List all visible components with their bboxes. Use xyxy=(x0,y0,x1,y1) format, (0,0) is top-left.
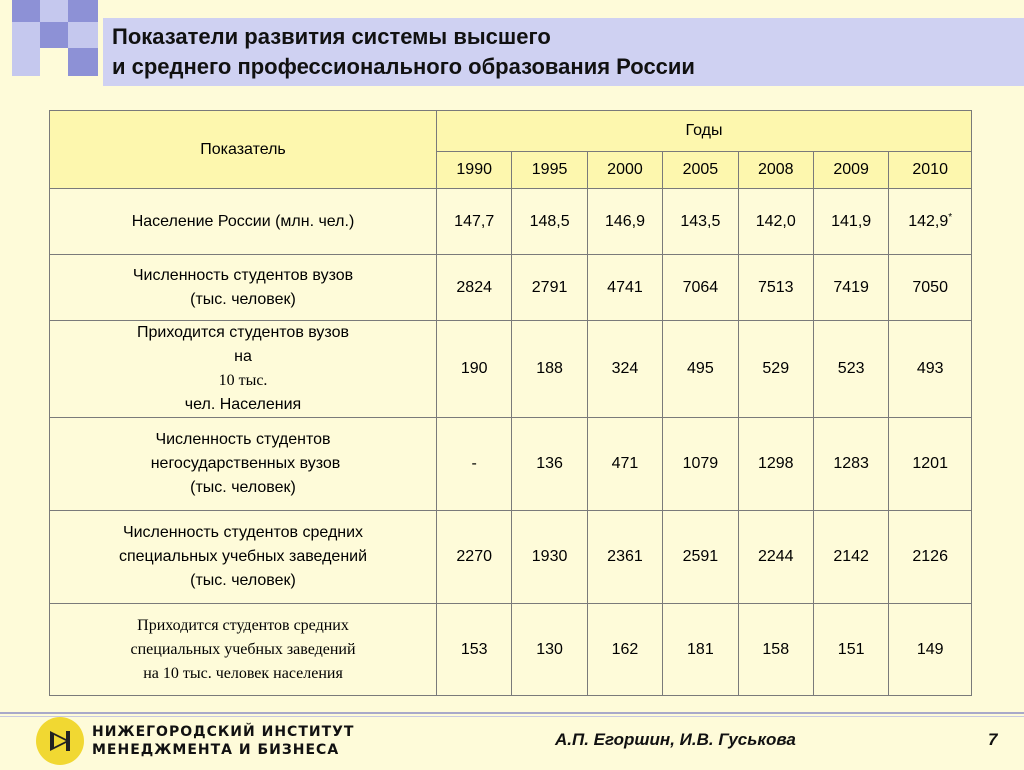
value-cell: 142,0 xyxy=(738,189,813,255)
value-cell xyxy=(889,189,972,255)
table-row xyxy=(50,604,972,696)
value-cell: 162 xyxy=(587,604,662,696)
decor-square xyxy=(68,0,98,22)
value-cell: 1930 xyxy=(512,511,587,604)
row-label-line: (тыс. человек) xyxy=(190,479,296,496)
value-cell: 493 xyxy=(889,321,972,418)
year-header: 1995 xyxy=(512,152,587,189)
value-cell: 523 xyxy=(813,321,888,418)
title-line: и среднего профессионального образования России xyxy=(112,54,695,79)
footer-divider xyxy=(0,712,1024,714)
label-text: чел. Населения xyxy=(184,396,302,413)
row-label-line: Приходится студентов вузов xyxy=(137,324,349,341)
value-cell: 1283 xyxy=(813,418,888,511)
decor-square xyxy=(40,22,68,48)
row-label xyxy=(50,511,437,604)
value-cell: 143,5 xyxy=(663,189,738,255)
decor-square xyxy=(12,22,40,48)
value-cell: 7064 xyxy=(663,255,738,321)
value-cell: 2591 xyxy=(663,511,738,604)
value-text: 142,9 xyxy=(908,213,949,230)
value-cell: 141,9 xyxy=(813,189,888,255)
row-label-line: Численность студентов xyxy=(155,431,331,448)
row-label-line: негосударственных вузов xyxy=(150,455,341,472)
decor-square xyxy=(12,0,40,22)
year-header: 1990 xyxy=(437,152,512,189)
row-label xyxy=(50,321,437,418)
value-cell: 130 xyxy=(512,604,587,696)
institute-name-line: МЕНЕДЖМЕНТА И БИЗНЕСА xyxy=(92,742,340,758)
value-cell: 153 xyxy=(437,604,512,696)
value-cell: 1298 xyxy=(738,418,813,511)
value-cell: 2791 xyxy=(512,255,587,321)
value-cell: 148,5 xyxy=(512,189,587,255)
year-header: 2009 xyxy=(813,152,888,189)
value-cell: 2126 xyxy=(889,511,972,604)
institute-name xyxy=(92,723,354,759)
row-label xyxy=(50,604,437,696)
value-cell: 149 xyxy=(889,604,972,696)
row-label-line: Численность студентов средних xyxy=(122,524,364,541)
value-cell: 2361 xyxy=(587,511,662,604)
value-cell: 2824 xyxy=(437,255,512,321)
value-cell: 2270 xyxy=(437,511,512,604)
institute-name-line: НИЖЕГОРОДСКИЙ ИНСТИТУТ xyxy=(92,724,355,740)
value-cell: 147,7 xyxy=(437,189,512,255)
slide-title xyxy=(112,22,695,82)
decor-square xyxy=(68,22,98,48)
decor-square xyxy=(68,48,98,76)
logo-mark-icon xyxy=(36,717,84,765)
row-label xyxy=(50,255,437,321)
value-cell: 7513 xyxy=(738,255,813,321)
value-cell: 2142 xyxy=(813,511,888,604)
row-label-line: Население России (млн. чел.) xyxy=(131,212,355,230)
value-cell: 7050 xyxy=(889,255,972,321)
year-header: 2000 xyxy=(587,152,662,189)
table-row xyxy=(50,189,972,255)
label-text: 10 тыс. xyxy=(218,372,268,389)
row-label-line xyxy=(50,345,436,417)
table-row xyxy=(50,255,972,321)
value-cell: 471 xyxy=(587,418,662,511)
row-label-line: Численность студентов вузов xyxy=(132,266,354,284)
authors: А.П. Егоршин, И.В. Гуськова xyxy=(555,730,796,749)
table-row xyxy=(50,321,972,418)
footer-divider xyxy=(0,716,1024,717)
value-cell: 4741 xyxy=(587,255,662,321)
label-text: на xyxy=(234,348,252,365)
value-cell: 146,9 xyxy=(587,189,662,255)
value-cell: 2244 xyxy=(738,511,813,604)
value-cell: 190 xyxy=(437,321,512,418)
row-label xyxy=(50,189,437,255)
footnote-mark: * xyxy=(948,212,953,223)
value-cell: 188 xyxy=(512,321,587,418)
year-header: 2010 xyxy=(889,152,972,189)
value-cell: 136 xyxy=(512,418,587,511)
year-header: 2008 xyxy=(738,152,813,189)
row-label-line: на 10 тыс. человек населения xyxy=(143,664,343,682)
title-line: Показатели развития системы высшего xyxy=(112,24,551,49)
value-cell: - xyxy=(437,418,512,511)
row-label-line: (тыс. человек) xyxy=(190,572,296,589)
table-row xyxy=(50,511,972,604)
table-row xyxy=(50,418,972,511)
value-cell: 151 xyxy=(813,604,888,696)
value-cell: 324 xyxy=(587,321,662,418)
row-label-line: (тыс. человек) xyxy=(190,290,296,308)
value-cell: 1201 xyxy=(889,418,972,511)
row-label-line: специальных учебных заведений xyxy=(118,548,368,565)
row-label-line: специальных учебных заведений xyxy=(130,640,356,658)
row-label xyxy=(50,418,437,511)
decor-square xyxy=(12,48,40,76)
institute-logo-icon xyxy=(36,717,84,765)
value-cell: 529 xyxy=(738,321,813,418)
row-label-line: Приходится студентов средних xyxy=(137,616,349,634)
value-cell: 7419 xyxy=(813,255,888,321)
decor-square xyxy=(40,0,68,22)
education-table xyxy=(49,110,972,696)
year-header: 2005 xyxy=(663,152,738,189)
header-years: Годы xyxy=(437,111,972,152)
header-indicator: Показатель xyxy=(50,111,437,189)
page-number: 7 xyxy=(988,730,998,749)
value-cell: 158 xyxy=(738,604,813,696)
value-cell: 181 xyxy=(663,604,738,696)
value-cell: 495 xyxy=(663,321,738,418)
value-cell: 1079 xyxy=(663,418,738,511)
